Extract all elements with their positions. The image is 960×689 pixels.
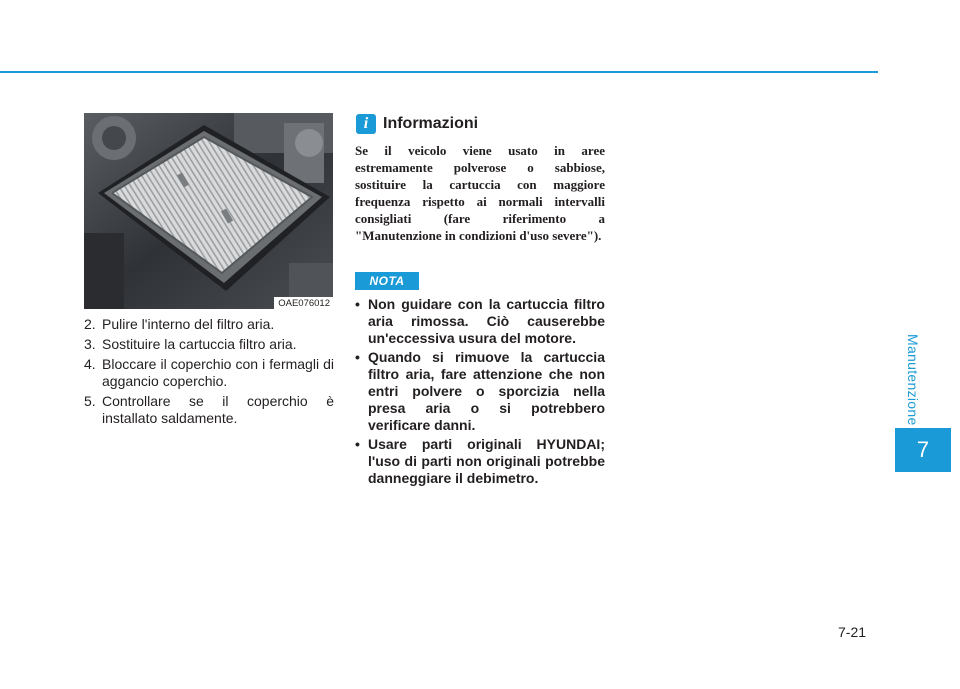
step-number: 5. [84, 393, 96, 409]
figure-code: OAE076012 [274, 297, 333, 309]
nota-badge: NOTA [355, 272, 419, 290]
step-number: 2. [84, 316, 96, 332]
step-number: 4. [84, 356, 96, 372]
bullet-icon: • [355, 349, 360, 365]
procedure-steps [84, 316, 334, 430]
list-item [84, 356, 334, 390]
step-text: Sostituire la cartuccia filtro aria. [102, 336, 297, 352]
air-filter-illustration [84, 113, 333, 309]
list-item [84, 336, 334, 353]
step-text: Controllare se il coperchio è installato saldamente. [102, 393, 334, 426]
info-icon: i [356, 114, 376, 134]
info-text: Se il veicolo viene usato in aree estremamente polverose o sabbiose, sostituire la cartuccia con maggiore frequenza rispetto ai normali intervalli consigliati (fare riferimento a "Manutenzione in condizioni d'uso severe"). [355, 143, 605, 243]
nota-text: Quando si rimuove la cartuccia filtro aria, fare attenzione che non entri polvere o sporcizia nella presa aria o si potrebbero verificare danni. [368, 349, 605, 433]
air-filter-photo [84, 113, 333, 309]
chapter-number: 7 [895, 428, 951, 472]
chapter-label: Manutenzione [905, 334, 921, 426]
bullet-icon: • [355, 296, 360, 312]
info-title: Informazioni [383, 115, 479, 132]
list-item [355, 349, 605, 434]
step-number: 3. [84, 336, 96, 352]
list-item [355, 436, 605, 487]
step-text: Pulire l'interno del filtro aria. [102, 316, 275, 332]
info-header [356, 114, 478, 134]
list-item [84, 316, 334, 333]
list-item [84, 393, 334, 427]
nota-text: Non guidare con la cartuccia filtro aria rimossa. Ciò causerebbe un'eccessiva usura del motore. [368, 296, 605, 346]
bullet-icon: • [355, 436, 360, 452]
nota-text: Usare parti originali HYUNDAI; l'uso di parti non originali potrebbe danneggiare il debimetro. [368, 436, 605, 486]
nota-list [355, 296, 605, 489]
step-text: Bloccare il coperchio con i fermagli di aggancio coperchio. [102, 356, 334, 389]
header-rule [0, 71, 878, 73]
list-item [355, 296, 605, 347]
page-number: 7-21 [838, 624, 867, 640]
